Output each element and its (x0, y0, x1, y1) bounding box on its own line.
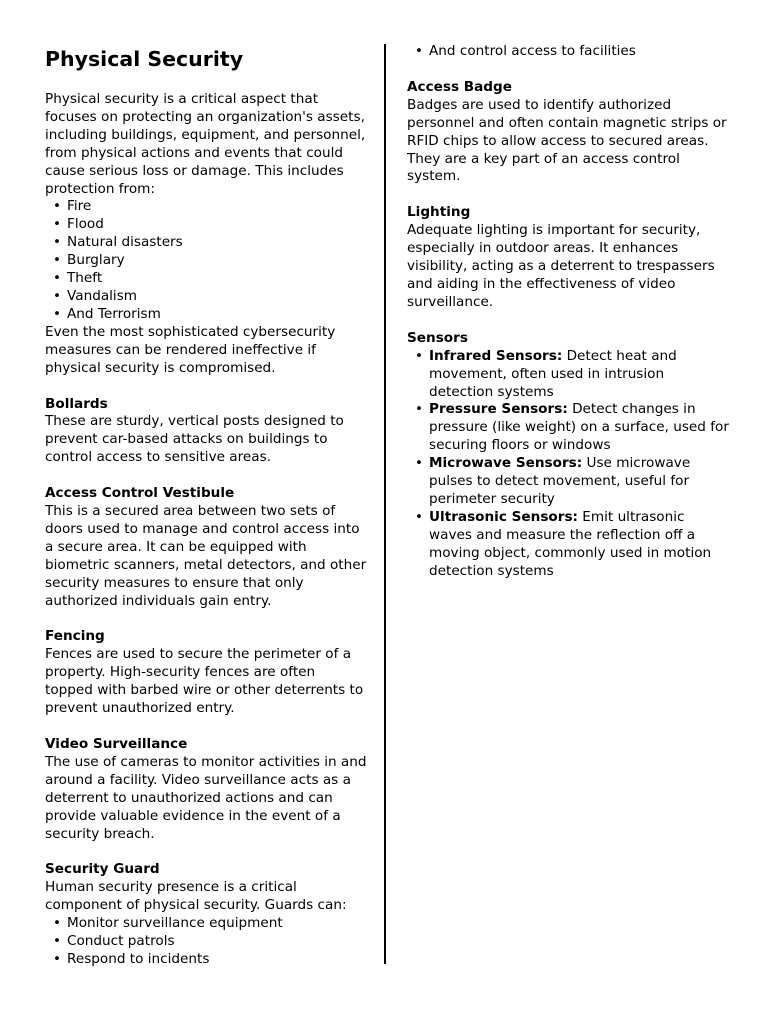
section-heading: Lighting (407, 204, 471, 221)
section-heading: Security Guard (45, 861, 160, 878)
section-fencing (45, 628, 367, 718)
section-video-surveillance (45, 736, 367, 843)
list-item (429, 348, 729, 402)
intro-text: Physical security is a critical aspect that focuses on protecting an organization's assets, including buildings, equipment, and personnel, from physical actions and events that could cause serious loss or damage. This includes protection from: (45, 91, 366, 197)
section-heading: Fencing (45, 628, 105, 645)
list-item (429, 509, 729, 581)
section-text: Fences are used to secure the perimeter of a property. High-security fences are often topped with barbed wire or other deterrents to prevent unauthorized entry. (45, 646, 364, 717)
list-item: • Burglary (67, 252, 367, 270)
list-item: • Vandalism (67, 288, 367, 306)
list-item: • And Terrorism (67, 306, 367, 324)
threats-list (45, 198, 367, 323)
list-item: • Flood (67, 216, 367, 234)
section-text: Adequate lighting is important for security, especially in outdoor areas. It enhances visibility, acting as a deterrent to trespassers and aiding in the effectiveness of video surveillance. (407, 222, 715, 310)
section-access-badge (407, 79, 729, 186)
sensor-desc: Emit ultrasonic waves and measure the reflection off a moving object, commonly used in motion detection systems (429, 508, 712, 579)
sensor-name: Pressure Sensors: (429, 401, 568, 418)
sensor-desc: Use microwave pulses to detect movement, useful for perimeter security (429, 455, 691, 507)
page-title: Physical Security (45, 47, 244, 71)
list-item: • Monitor surveillance equipment (67, 915, 367, 933)
sensors-list (407, 348, 729, 581)
list-item: • Conduct patrols (67, 933, 367, 951)
duties-list (45, 915, 367, 969)
section-bollards (45, 396, 367, 468)
section-text: The use of cameras to monitor activities in and around a facility. Video surveillance acts as a deterrent to unauthorized actions and can provide valuable evidence in the event of a security breach. (45, 753, 367, 842)
section-sensors (407, 330, 729, 581)
sensor-name: Microwave Sensors: (429, 455, 583, 472)
duties-list-continued (407, 43, 729, 61)
sensor-desc: Detect heat and movement, often used in intrusion detection systems (429, 347, 677, 400)
section-heading: Video Surveillance (45, 736, 188, 752)
sensor-name: Ultrasonic Sensors: (429, 508, 578, 525)
right-column (407, 44, 729, 580)
list-item: • Natural disasters (67, 234, 367, 252)
list-item: • Theft (67, 270, 367, 288)
section-heading: Access Control Vestibule (45, 485, 235, 502)
left-column (45, 44, 367, 969)
section-heading: Sensors (407, 329, 468, 346)
list-item (429, 455, 729, 509)
list-item: • Fire (67, 198, 367, 216)
sensor-name: Infrared Sensors: (429, 347, 563, 364)
column-divider (384, 44, 386, 964)
section-text: This is a secured area between two sets of doors used to manage and control access into a secure area. It can be equipped with biometric scanners, metal detectors, and other security measures to ensure that only authorized individuals gain entry. (45, 503, 367, 609)
section-vestibule (45, 485, 367, 610)
sensor-desc: Detect changes in pressure (like weight) on a surface, used for securing floors or windows (429, 401, 729, 454)
section-heading: Bollards (45, 395, 108, 412)
section-security-guard (45, 861, 367, 968)
list-item: • And control access to facilities (429, 43, 729, 61)
section-text: Badges are used to identify authorized personnel and often contain magnetic strips or RFID chips to allow access to secured areas. They are a key part of an access control system. (407, 96, 727, 185)
section-heading: Access Badge (407, 78, 512, 95)
intro-closing: Even the most sophisticated cybersecurity measures can be rendered ineffective if physical security is compromised. (45, 323, 336, 376)
section-text: Human security presence is a critical component of physical security. Guards can: (45, 879, 347, 914)
list-item: • Respond to incidents (67, 951, 367, 969)
list-item (429, 401, 729, 455)
section-text: These are sturdy, vertical posts designed to prevent car-based attacks on buildings to control access to sensitive areas. (45, 413, 344, 466)
section-lighting (407, 204, 729, 311)
